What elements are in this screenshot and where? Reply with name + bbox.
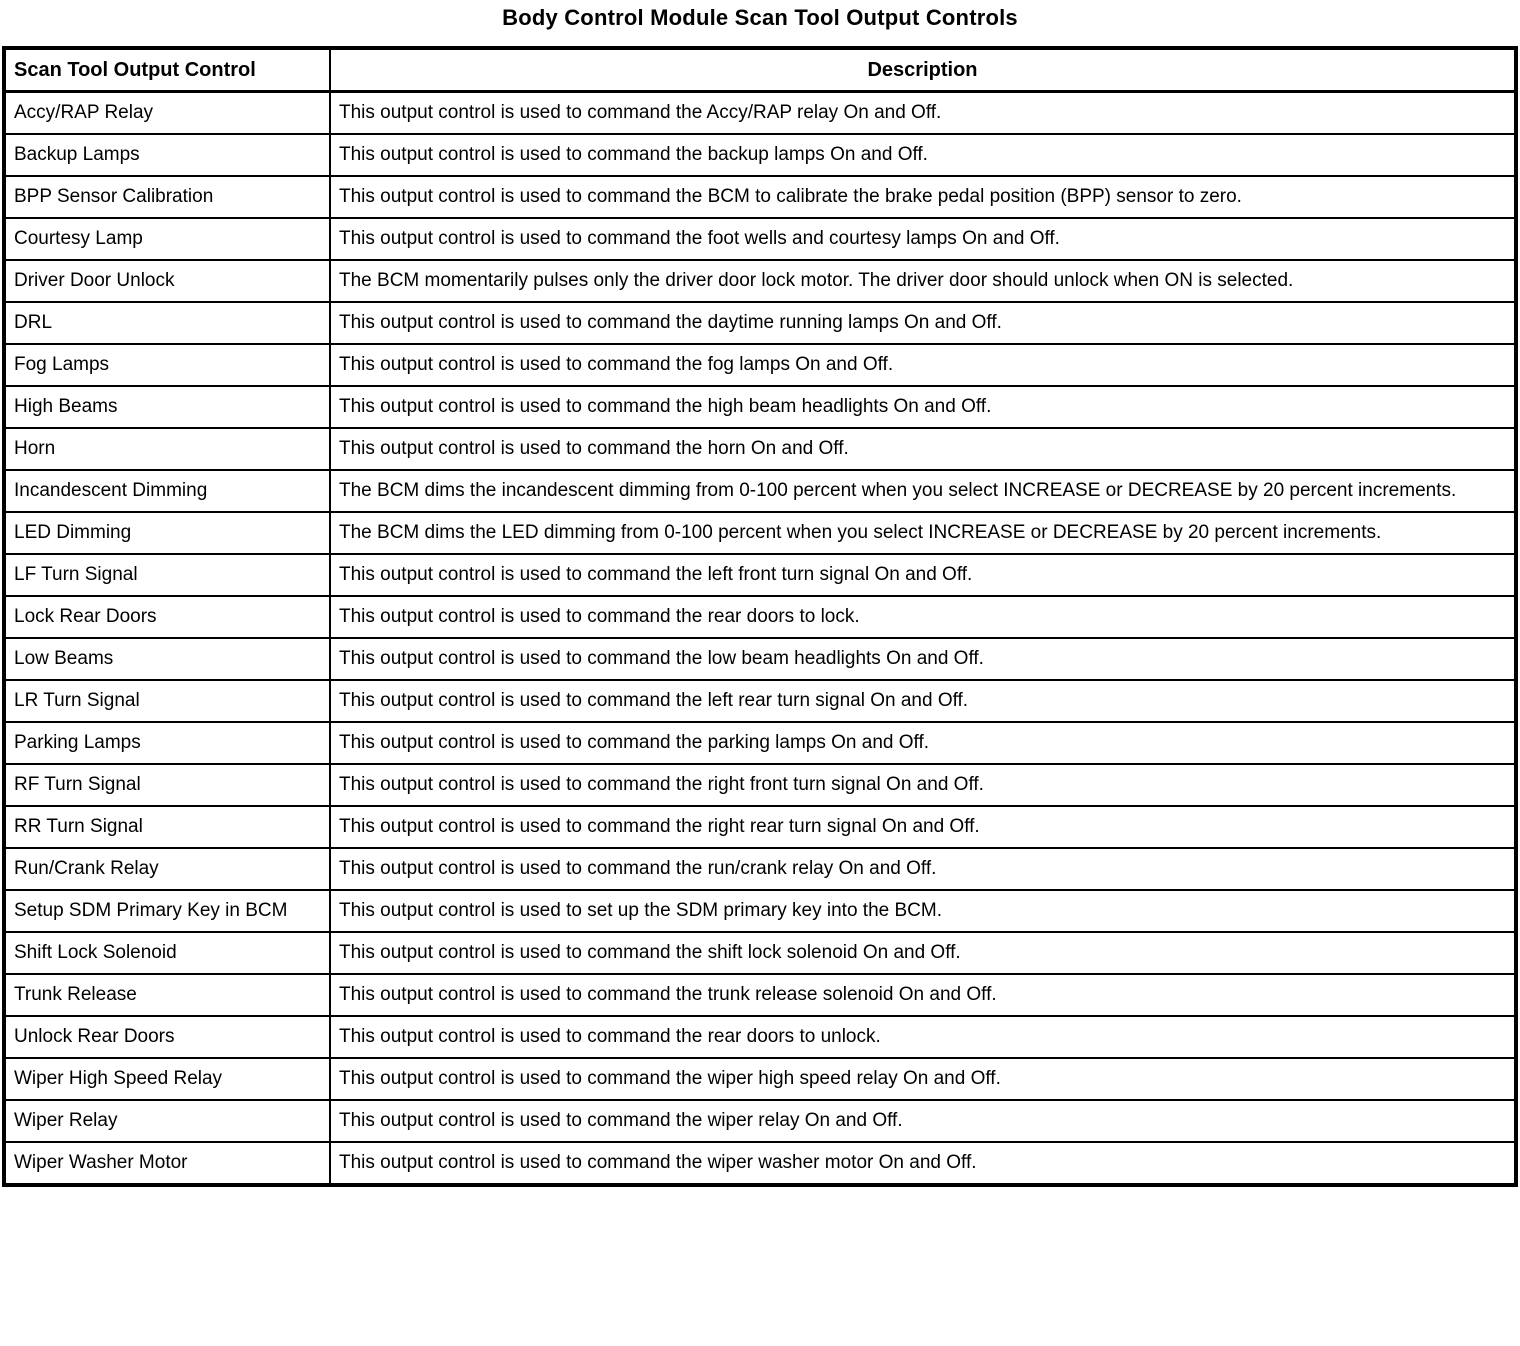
- table-row: [4, 1058, 1516, 1100]
- table-row: [4, 344, 1516, 386]
- description-cell: The BCM dims the incandescent dimming from 0-100 percent when you select INCREASE or DECREASE by 20 percent increments.: [330, 470, 1516, 512]
- control-name-cell: Driver Door Unlock: [4, 260, 330, 302]
- description-cell: This output control is used to command the wiper washer motor On and Off.: [330, 1142, 1516, 1185]
- control-name-cell: Backup Lamps: [4, 134, 330, 176]
- control-name-cell: Courtesy Lamp: [4, 218, 330, 260]
- control-name-cell: Parking Lamps: [4, 722, 330, 764]
- control-name-cell: Low Beams: [4, 638, 330, 680]
- table-row: [4, 134, 1516, 176]
- table-row: [4, 386, 1516, 428]
- description-cell: The BCM momentarily pulses only the driver door lock motor. The driver door should unlock when ON is selected.: [330, 260, 1516, 302]
- description-cell: This output control is used to command the right front turn signal On and Off.: [330, 764, 1516, 806]
- description-cell: This output control is used to command the high beam headlights On and Off.: [330, 386, 1516, 428]
- table-row: [4, 848, 1516, 890]
- table-row: [4, 1100, 1516, 1142]
- control-name-cell: Unlock Rear Doors: [4, 1016, 330, 1058]
- column-header-scan-tool-output-control: Scan Tool Output Control: [4, 48, 330, 92]
- table-row: [4, 596, 1516, 638]
- description-cell: This output control is used to command the fog lamps On and Off.: [330, 344, 1516, 386]
- table-row: [4, 680, 1516, 722]
- control-name-cell: Accy/RAP Relay: [4, 92, 330, 135]
- control-name-cell: Wiper High Speed Relay: [4, 1058, 330, 1100]
- description-cell: This output control is used to command the trunk release solenoid On and Off.: [330, 974, 1516, 1016]
- description-cell: This output control is used to command the left rear turn signal On and Off.: [330, 680, 1516, 722]
- scan-tool-output-controls-table: [2, 46, 1518, 1187]
- description-cell: This output control is used to command the right rear turn signal On and Off.: [330, 806, 1516, 848]
- description-cell: This output control is used to set up the SDM primary key into the BCM.: [330, 890, 1516, 932]
- control-name-cell: Fog Lamps: [4, 344, 330, 386]
- control-name-cell: Shift Lock Solenoid: [4, 932, 330, 974]
- table-row: [4, 92, 1516, 135]
- table-row: [4, 638, 1516, 680]
- control-name-cell: DRL: [4, 302, 330, 344]
- description-cell: This output control is used to command the rear doors to lock.: [330, 596, 1516, 638]
- description-cell: This output control is used to command the foot wells and courtesy lamps On and Off.: [330, 218, 1516, 260]
- description-cell: This output control is used to command the BCM to calibrate the brake pedal position (BPP) sensor to zero.: [330, 176, 1516, 218]
- description-cell: This output control is used to command the low beam headlights On and Off.: [330, 638, 1516, 680]
- description-cell: This output control is used to command the parking lamps On and Off.: [330, 722, 1516, 764]
- table-row: [4, 428, 1516, 470]
- table-row: [4, 512, 1516, 554]
- table-row: [4, 764, 1516, 806]
- table-row: [4, 932, 1516, 974]
- description-cell: This output control is used to command the run/crank relay On and Off.: [330, 848, 1516, 890]
- table-row: [4, 1142, 1516, 1185]
- control-name-cell: Trunk Release: [4, 974, 330, 1016]
- control-name-cell: LED Dimming: [4, 512, 330, 554]
- control-name-cell: Setup SDM Primary Key in BCM: [4, 890, 330, 932]
- control-name-cell: Wiper Relay: [4, 1100, 330, 1142]
- table-row: [4, 176, 1516, 218]
- control-name-cell: Run/Crank Relay: [4, 848, 330, 890]
- table-row: [4, 260, 1516, 302]
- control-name-cell: Wiper Washer Motor: [4, 1142, 330, 1185]
- description-cell: The BCM dims the LED dimming from 0-100 percent when you select INCREASE or DECREASE by 20 percent increments.: [330, 512, 1516, 554]
- table-row: [4, 218, 1516, 260]
- table-row: [4, 974, 1516, 1016]
- control-name-cell: Lock Rear Doors: [4, 596, 330, 638]
- description-cell: This output control is used to command the backup lamps On and Off.: [330, 134, 1516, 176]
- control-name-cell: Incandescent Dimming: [4, 470, 330, 512]
- table-row: [4, 806, 1516, 848]
- table-row: [4, 554, 1516, 596]
- description-cell: This output control is used to command the wiper relay On and Off.: [330, 1100, 1516, 1142]
- control-name-cell: RF Turn Signal: [4, 764, 330, 806]
- table-row: [4, 302, 1516, 344]
- description-cell: This output control is used to command the Accy/RAP relay On and Off.: [330, 92, 1516, 135]
- header-row: [4, 48, 1516, 92]
- table-header: [4, 48, 1516, 92]
- description-cell: This output control is used to command the shift lock solenoid On and Off.: [330, 932, 1516, 974]
- control-name-cell: BPP Sensor Calibration: [4, 176, 330, 218]
- table-row: [4, 470, 1516, 512]
- control-name-cell: LR Turn Signal: [4, 680, 330, 722]
- description-cell: This output control is used to command the wiper high speed relay On and Off.: [330, 1058, 1516, 1100]
- description-cell: This output control is used to command the rear doors to unlock.: [330, 1016, 1516, 1058]
- control-name-cell: High Beams: [4, 386, 330, 428]
- control-name-cell: Horn: [4, 428, 330, 470]
- page-title: Body Control Module Scan Tool Output Controls: [502, 5, 1018, 30]
- description-cell: This output control is used to command the horn On and Off.: [330, 428, 1516, 470]
- column-header-description: Description: [330, 48, 1516, 92]
- table-row: [4, 722, 1516, 764]
- table-row: [4, 1016, 1516, 1058]
- control-name-cell: LF Turn Signal: [4, 554, 330, 596]
- control-name-cell: RR Turn Signal: [4, 806, 330, 848]
- table-body: [4, 92, 1516, 1186]
- description-cell: This output control is used to command the daytime running lamps On and Off.: [330, 302, 1516, 344]
- table-row: [4, 890, 1516, 932]
- description-cell: This output control is used to command the left front turn signal On and Off.: [330, 554, 1516, 596]
